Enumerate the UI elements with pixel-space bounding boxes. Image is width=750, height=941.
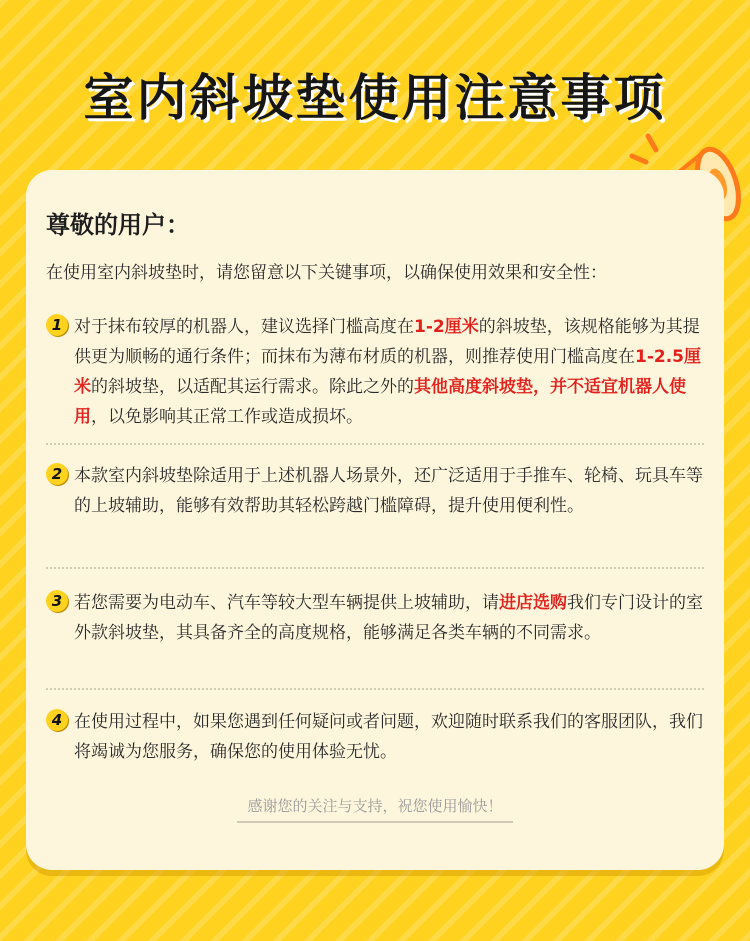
- thanks-line: [0, 795, 750, 816]
- text-segment: 在使用过程中，如果您遇到任何疑问或者问题，欢迎随时联系我们的客服团队，我们将竭诚为您服务，确保您的使用体验无忧。: [74, 712, 703, 762]
- number-badge: 2: [46, 463, 68, 485]
- page-title: 室内斜坡垫使用注意事项: [83, 69, 667, 127]
- highlight-visit-store: 进店选购: [499, 593, 567, 613]
- intro-text: 在使用室内斜坡垫时，请您留意以下关键事项，以确保使用效果和安全性：: [46, 263, 607, 283]
- divider: [46, 567, 704, 569]
- highlight-warning: 其他高度斜坡垫，并不适宜机器人使用: [74, 377, 686, 427]
- notice-item-text: [74, 707, 714, 767]
- text-segment: 本款室内斜坡垫除适用于上述机器人场景外，还广泛适用于手推车、轮椅、玩具车等的上坡辅助，能够有效帮助其轻松跨越门槛障碍，提升使用便利性。: [74, 466, 703, 516]
- highlight-height-1-2cm: 1-2厘米: [414, 317, 479, 337]
- divider: [46, 688, 704, 690]
- number-badge: 1: [46, 314, 68, 336]
- greeting: 尊敬的用户：: [46, 211, 190, 239]
- text-segment: 的斜坡垫，以适配其运行需求。除此之外的: [91, 377, 414, 397]
- highlight-height-1-2-5cm: 1-2.5厘米: [74, 347, 701, 397]
- text-segment: 若您需要为电动车、汽车等较大型车辆提供上坡辅助，请: [74, 593, 499, 613]
- divider: [46, 443, 704, 445]
- number-badge: 3: [46, 590, 68, 612]
- text-segment: ，以免影响其正常工作或造成损坏。: [91, 407, 363, 427]
- text-segment: 对于抹布较厚的机器人，建议选择门槛高度在: [74, 317, 414, 337]
- notice-item-text: [74, 588, 714, 648]
- thanks-text: 感谢您的关注与支持，祝您使用愉快！: [237, 797, 512, 823]
- notice-item-text: [74, 461, 714, 521]
- notice-item-text: [74, 312, 714, 432]
- number-badge: 4: [46, 709, 68, 731]
- text-segment: 我们专门设计的室外款斜坡垫，其具备齐全的高度规格，能够满足各类车辆的不同需求。: [74, 593, 703, 643]
- text-segment: 的斜坡垫，该规格能够为其提供更为顺畅的通行条件；而抹布为薄布材质的机器，则推荐使用门槛高度在: [74, 317, 700, 367]
